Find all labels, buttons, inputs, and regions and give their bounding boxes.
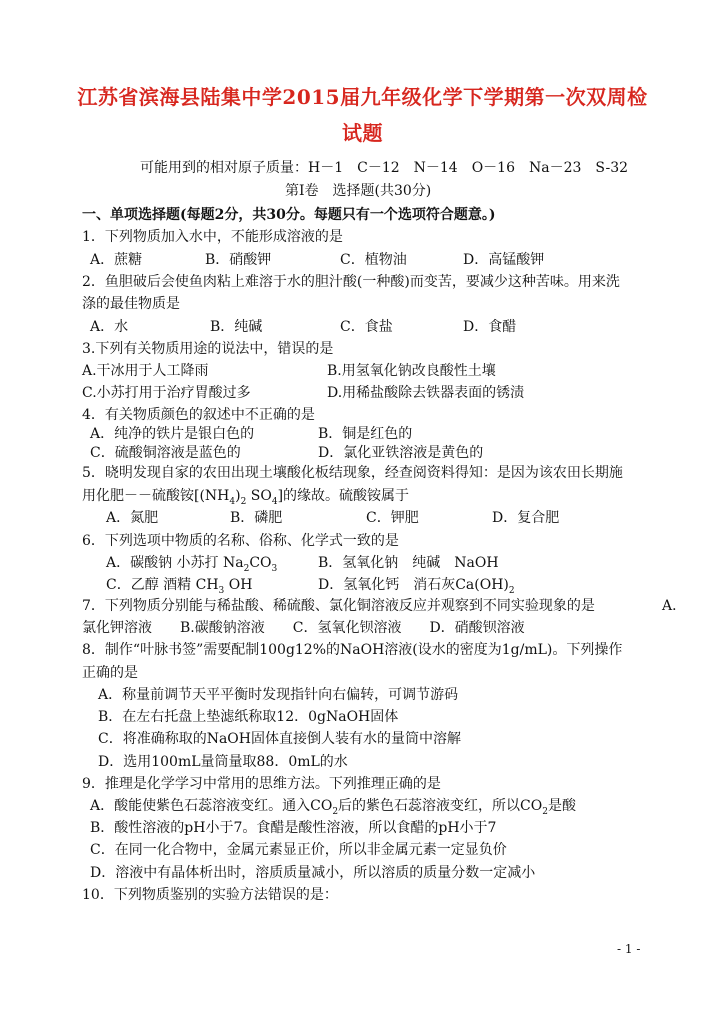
q5-option-c: C．钾肥: [366, 510, 419, 526]
q6-a-text-2: CO: [249, 555, 272, 571]
question-7-a-label: A．: [662, 598, 687, 614]
q5-option-b: B．磷肥: [230, 510, 283, 526]
part-heading: 一、单项选择题(每题2分，共30分。每题只有一个选项符合题意。): [82, 207, 496, 223]
q6-option-b: B．氢氧化钠 纯碱 NaOH: [318, 555, 499, 571]
q9-a-text-1: A．酸能使紫色石蕊溶液变红。通入CO: [90, 798, 333, 814]
q9-option-a: [90, 797, 576, 815]
q1-option-a: A．蔗糖: [90, 252, 143, 268]
q8-option-c: C．将准确称取的NaOH固体直接倒人装有水的量筒中溶解: [98, 731, 461, 747]
q6-c-text-2: OH: [224, 577, 253, 593]
q5-text-a: 用化肥－－硫酸铵[(NH: [82, 488, 230, 504]
section-heading: 第Ⅰ卷 选择题(共30分): [285, 183, 432, 199]
question-10: 10．下列物质鉴别的实验方法错误的是：: [82, 887, 338, 903]
q3-option-c: C.小苏打用于治疗胃酸过多: [82, 385, 251, 401]
q5-sub-3: 4: [271, 496, 278, 507]
question-6: 6．下列选项中物质的名称、俗称、化学式一致的是: [82, 533, 399, 549]
page-number: - 1 -: [617, 942, 641, 956]
q6-d-text: D．氢氧化钙 消石灰Ca(OH): [318, 577, 509, 593]
q9-option-c: C．在同一化合物中，金属元素显正价，所以非金属元素一定显负价: [90, 842, 507, 858]
q8-option-d: D．选用100mL量筒量取88．0mL的水: [98, 754, 348, 770]
q1-option-c: C．植物油: [340, 252, 407, 268]
q5-sub-2: 2: [240, 496, 247, 507]
q8-option-b: B．在左右托盘上垫滤纸称取12．0gNaOH固体: [98, 709, 399, 725]
q6-option-d: [318, 576, 515, 594]
question-8-line-2: 正确的是: [82, 665, 138, 681]
question-9: 9．推理是化学学习中常用的思维方法。下列推理正确的是: [82, 776, 441, 792]
q5-text-b: ): [235, 488, 241, 504]
q3-option-b: B.用氢氧化钠改良酸性土壤: [327, 363, 496, 379]
q1-option-b: B．硝酸钾: [205, 252, 272, 268]
q6-c-text: C．乙醇 酒精 CH: [106, 577, 219, 593]
question-7-line-2: 氯化钾溶液 B.碳酸钠溶液 C．氢氧化钡溶液 D．硝酸钡溶液: [82, 620, 525, 636]
question-5-line-1: 5．晓明发现自家的农田出现土壤酸化板结现象，经查阅资料得知：是因为该农田长期施: [82, 465, 623, 481]
q2-option-c: C．食盐: [340, 319, 393, 335]
q6-a-sub-1: 2: [243, 563, 250, 574]
q9-option-d: D．溶液中有晶体析出时，溶质质量减小，所以溶质的质量分数一定减小: [90, 865, 536, 881]
q5-sub-1: 4: [229, 496, 236, 507]
q9-a-sub-1: 2: [332, 806, 339, 817]
q9-a-sub-2: 2: [542, 806, 548, 817]
atomic-mass-note: 可能用到的相对原子质量：H－1 C－12 N－14 O－16 Na－23 S-32: [140, 160, 629, 176]
q5-text-d: ]的缘故。硫酸铵属于: [277, 488, 410, 504]
question-3: 3.下列有关物质用途的说法中，错误的是: [82, 341, 334, 357]
q6-a-sub-2: 3: [271, 563, 278, 574]
question-4: 4．有关物质颜色的叙述中不正确的是: [82, 407, 315, 423]
q4-option-a: A．纯净的铁片是银白色的: [90, 426, 255, 442]
question-2-line-2: 涤的最佳物质是: [82, 296, 180, 312]
question-1: 1．下列物质加入水中，不能形成溶液的是: [82, 229, 343, 245]
q1-option-d: D．高锰酸钾: [463, 252, 545, 268]
q2-option-d: D．食醋: [463, 319, 517, 335]
q4-option-d: D．氯化亚铁溶液是黄色的: [318, 445, 484, 461]
q4-option-b: B．铜是红色的: [318, 426, 413, 442]
q6-c-sub: 3: [218, 585, 225, 596]
question-8-line-1: 8．制作“叶脉书签”需要配制100g12%的NaOH溶液(设水的密度为1g/mL)。下列操作: [82, 642, 623, 658]
q8-option-a: A．称量前调节天平平衡时发现指针向右偏转，可调节游码: [98, 687, 459, 703]
title-line-2: 试题: [342, 121, 383, 145]
question-7-line-1: 7．下列物质分别能与稀盐酸、稀硫酸、氯化铜溶液反应并观察到不同实验现象的是: [82, 598, 595, 614]
q2-option-a: A．水: [90, 319, 129, 335]
q4-option-c: C．硫酸铜溶液是蓝色的: [90, 445, 241, 461]
q3-option-d: D.用稀盐酸除去铁器表面的锈渍: [327, 385, 525, 401]
q6-d-sub: 2: [508, 585, 515, 596]
title-line-1: 江苏省滨海县陆集中学2015届九年级化学下学期第一次双周检: [77, 85, 648, 109]
q9-option-b: B．酸性溶液的pH小于7。食醋是酸性溶液，所以食醋的pH小于7: [90, 820, 497, 836]
q5-option-a: A．氮肥: [106, 510, 159, 526]
q6-option-a: [106, 554, 277, 572]
q3-option-a: A.干冰用于人工降雨: [82, 363, 209, 379]
q6-a-text: A．碳酸钠 小苏打 Na: [106, 555, 244, 571]
q5-option-d: D．复合肥: [492, 510, 560, 526]
q9-a-text-2: 后的紫色石蕊溶液变红，所以CO: [338, 798, 543, 814]
q2-option-b: B．纯碱: [210, 319, 263, 335]
q6-option-c: [106, 576, 252, 594]
question-2-line-1: 2．鱼胆破后会使鱼肉粘上难溶于水的胆汁酸(一种酸)而变苦，要减少这种苦味。用来洗: [82, 274, 620, 290]
q9-a-text-3: 是酸: [547, 798, 576, 814]
question-5-line-2: [82, 487, 409, 505]
q5-text-c: SO: [246, 488, 272, 504]
